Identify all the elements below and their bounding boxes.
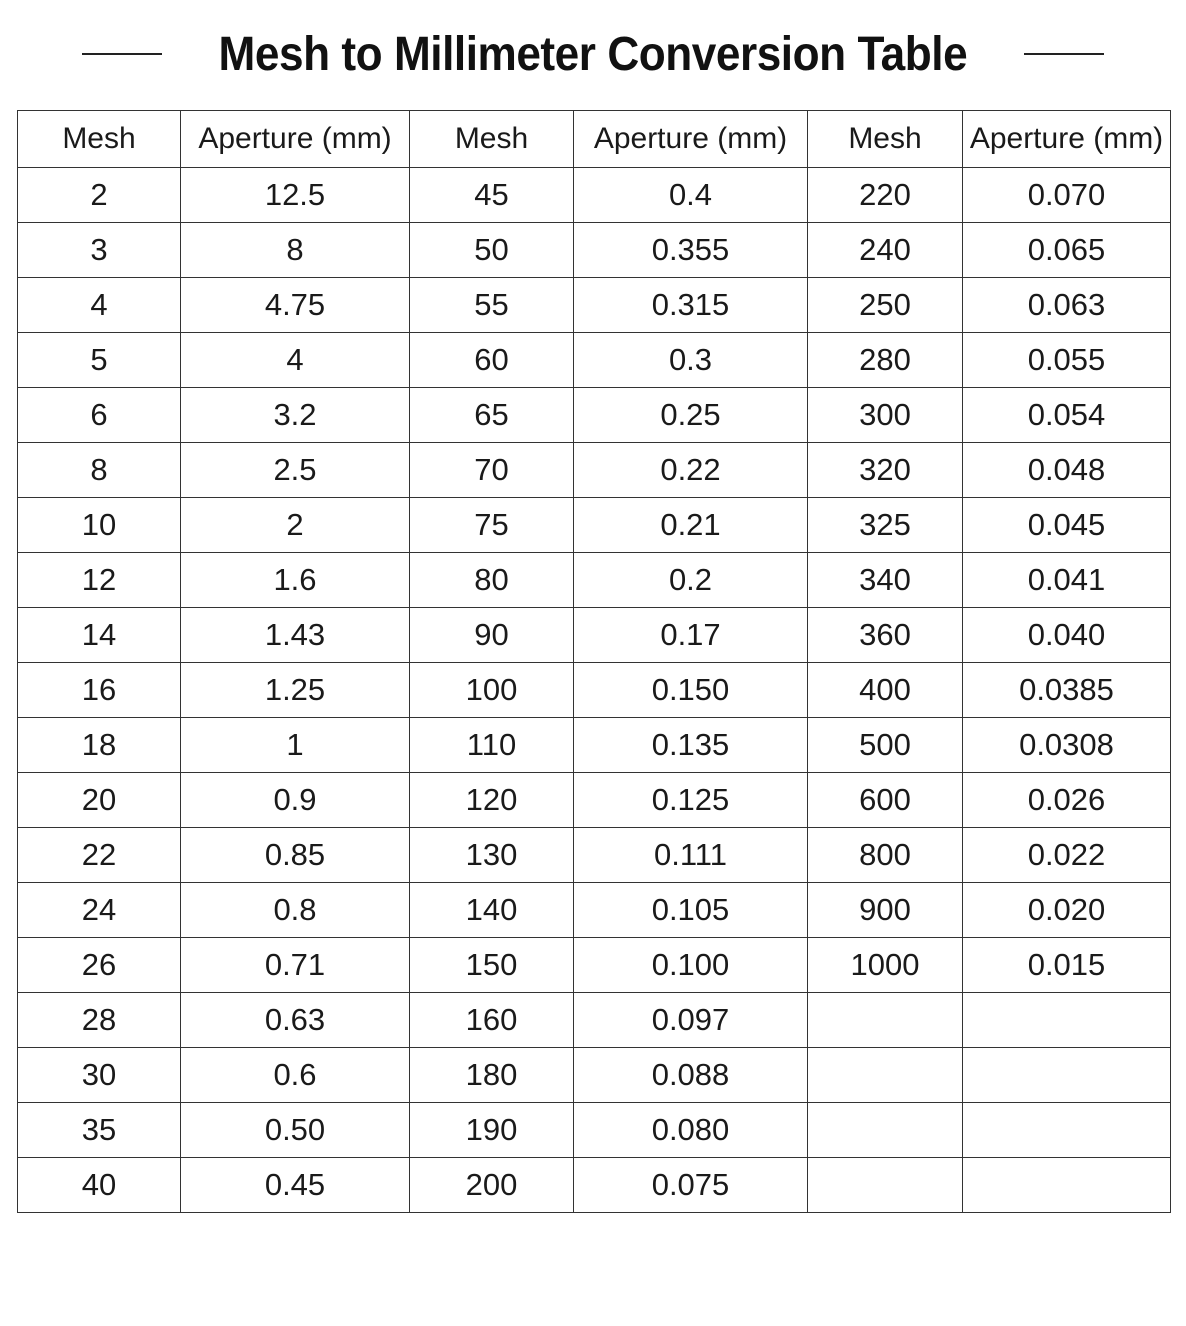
mesh-cell: 3: [18, 223, 181, 278]
mesh-cell: 6: [18, 388, 181, 443]
aperture-cell: 4: [181, 333, 410, 388]
mesh-cell: 340: [808, 553, 963, 608]
mesh-cell: 900: [808, 883, 963, 938]
aperture-cell: [963, 1103, 1171, 1158]
mesh-cell: [808, 1103, 963, 1158]
table-row: [18, 223, 1171, 278]
table-row: [18, 773, 1171, 828]
aperture-cell: 0.022: [963, 828, 1171, 883]
mesh-cell: 240: [808, 223, 963, 278]
mesh-cell: [808, 1158, 963, 1213]
mesh-cell: 180: [410, 1048, 574, 1103]
aperture-cell: 0.041: [963, 553, 1171, 608]
mesh-cell: 325: [808, 498, 963, 553]
mesh-cell: 70: [410, 443, 574, 498]
aperture-cell: 2: [181, 498, 410, 553]
table-row: [18, 938, 1171, 993]
aperture-cell: 0.45: [181, 1158, 410, 1213]
aperture-cell: 0.71: [181, 938, 410, 993]
mesh-cell: 10: [18, 498, 181, 553]
mesh-cell: 20: [18, 773, 181, 828]
mesh-cell: 90: [410, 608, 574, 663]
mesh-cell: 24: [18, 883, 181, 938]
table-row: [18, 443, 1171, 498]
aperture-cell: 0.150: [574, 663, 808, 718]
aperture-cell: 0.8: [181, 883, 410, 938]
table-body: [18, 168, 1171, 1213]
mesh-cell: 200: [410, 1158, 574, 1213]
table-row: [18, 278, 1171, 333]
mesh-cell: 2: [18, 168, 181, 223]
aperture-cell: 12.5: [181, 168, 410, 223]
aperture-cell: 0.6: [181, 1048, 410, 1103]
aperture-cell: 2.5: [181, 443, 410, 498]
table-row: [18, 388, 1171, 443]
table-row: [18, 993, 1171, 1048]
mesh-cell: 40: [18, 1158, 181, 1213]
mesh-cell: 800: [808, 828, 963, 883]
mesh-cell: 50: [410, 223, 574, 278]
table-row: [18, 608, 1171, 663]
table-row: [18, 1048, 1171, 1103]
aperture-cell: 1: [181, 718, 410, 773]
header-mesh-3: Mesh: [808, 111, 963, 168]
header-mesh-2: Mesh: [410, 111, 574, 168]
conversion-table: [17, 110, 1171, 1213]
aperture-cell: 1.6: [181, 553, 410, 608]
mesh-cell: 26: [18, 938, 181, 993]
title-right-rule: [1024, 53, 1104, 55]
mesh-cell: 120: [410, 773, 574, 828]
table-row: [18, 718, 1171, 773]
mesh-cell: 400: [808, 663, 963, 718]
mesh-cell: 8: [18, 443, 181, 498]
aperture-cell: 0.135: [574, 718, 808, 773]
aperture-cell: 3.2: [181, 388, 410, 443]
aperture-cell: 1.25: [181, 663, 410, 718]
mesh-cell: 55: [410, 278, 574, 333]
header-row: [18, 111, 1171, 168]
mesh-cell: 1000: [808, 938, 963, 993]
mesh-cell: 35: [18, 1103, 181, 1158]
aperture-cell: 0.045: [963, 498, 1171, 553]
aperture-cell: 0.50: [181, 1103, 410, 1158]
title-bar: [0, 22, 1186, 86]
aperture-cell: 1.43: [181, 608, 410, 663]
mesh-cell: 14: [18, 608, 181, 663]
aperture-cell: 0.097: [574, 993, 808, 1048]
mesh-cell: 45: [410, 168, 574, 223]
table-row: [18, 333, 1171, 388]
table-row: [18, 828, 1171, 883]
mesh-cell: 250: [808, 278, 963, 333]
mesh-cell: 65: [410, 388, 574, 443]
aperture-cell: 0.315: [574, 278, 808, 333]
aperture-cell: 0.25: [574, 388, 808, 443]
mesh-cell: 150: [410, 938, 574, 993]
table-row: [18, 168, 1171, 223]
aperture-cell: 0.2: [574, 553, 808, 608]
aperture-cell: 0.055: [963, 333, 1171, 388]
mesh-cell: 80: [410, 553, 574, 608]
mesh-cell: 190: [410, 1103, 574, 1158]
mesh-cell: 28: [18, 993, 181, 1048]
aperture-cell: 0.070: [963, 168, 1171, 223]
aperture-cell: 0.020: [963, 883, 1171, 938]
aperture-cell: 0.85: [181, 828, 410, 883]
aperture-cell: [963, 1048, 1171, 1103]
table-row: [18, 553, 1171, 608]
mesh-cell: 16: [18, 663, 181, 718]
aperture-cell: 0.040: [963, 608, 1171, 663]
aperture-cell: 0.048: [963, 443, 1171, 498]
aperture-cell: 4.75: [181, 278, 410, 333]
mesh-cell: 300: [808, 388, 963, 443]
aperture-cell: 0.22: [574, 443, 808, 498]
table-row: [18, 1158, 1171, 1213]
mesh-cell: 60: [410, 333, 574, 388]
mesh-cell: 110: [410, 718, 574, 773]
mesh-cell: 320: [808, 443, 963, 498]
aperture-cell: 0.063: [963, 278, 1171, 333]
header-aperture-3: Aperture (mm): [963, 111, 1171, 168]
aperture-cell: 0.026: [963, 773, 1171, 828]
aperture-cell: 0.63: [181, 993, 410, 1048]
mesh-cell: 30: [18, 1048, 181, 1103]
mesh-cell: 140: [410, 883, 574, 938]
aperture-cell: 0.111: [574, 828, 808, 883]
mesh-cell: 22: [18, 828, 181, 883]
aperture-cell: 0.0308: [963, 718, 1171, 773]
aperture-cell: 0.015: [963, 938, 1171, 993]
aperture-cell: 0.17: [574, 608, 808, 663]
aperture-cell: 0.100: [574, 938, 808, 993]
mesh-cell: 4: [18, 278, 181, 333]
table-row: [18, 663, 1171, 718]
header-aperture-1: Aperture (mm): [181, 111, 410, 168]
table-row: [18, 1103, 1171, 1158]
aperture-cell: 0.088: [574, 1048, 808, 1103]
mesh-cell: 280: [808, 333, 963, 388]
aperture-cell: 0.075: [574, 1158, 808, 1213]
aperture-cell: 0.4: [574, 168, 808, 223]
mesh-cell: 220: [808, 168, 963, 223]
mesh-cell: 18: [18, 718, 181, 773]
table-row: [18, 498, 1171, 553]
aperture-cell: 0.105: [574, 883, 808, 938]
mesh-cell: 360: [808, 608, 963, 663]
aperture-cell: 0.125: [574, 773, 808, 828]
mesh-cell: [808, 993, 963, 1048]
aperture-cell: 8: [181, 223, 410, 278]
mesh-cell: [808, 1048, 963, 1103]
aperture-cell: 0.080: [574, 1103, 808, 1158]
aperture-cell: [963, 993, 1171, 1048]
mesh-cell: 130: [410, 828, 574, 883]
aperture-cell: 0.065: [963, 223, 1171, 278]
aperture-cell: 0.3: [574, 333, 808, 388]
mesh-cell: 100: [410, 663, 574, 718]
aperture-cell: 0.355: [574, 223, 808, 278]
header-aperture-2: Aperture (mm): [574, 111, 808, 168]
aperture-cell: 0.21: [574, 498, 808, 553]
title-left-rule: [82, 53, 162, 55]
header-mesh-1: Mesh: [18, 111, 181, 168]
page-title: Mesh to Millimeter Conversion Table: [218, 27, 968, 81]
aperture-cell: 0.054: [963, 388, 1171, 443]
aperture-cell: 0.9: [181, 773, 410, 828]
aperture-cell: 0.0385: [963, 663, 1171, 718]
mesh-cell: 5: [18, 333, 181, 388]
mesh-cell: 12: [18, 553, 181, 608]
mesh-cell: 160: [410, 993, 574, 1048]
aperture-cell: [963, 1158, 1171, 1213]
mesh-cell: 75: [410, 498, 574, 553]
table-row: [18, 883, 1171, 938]
table-header: [18, 111, 1171, 168]
mesh-cell: 600: [808, 773, 963, 828]
mesh-cell: 500: [808, 718, 963, 773]
